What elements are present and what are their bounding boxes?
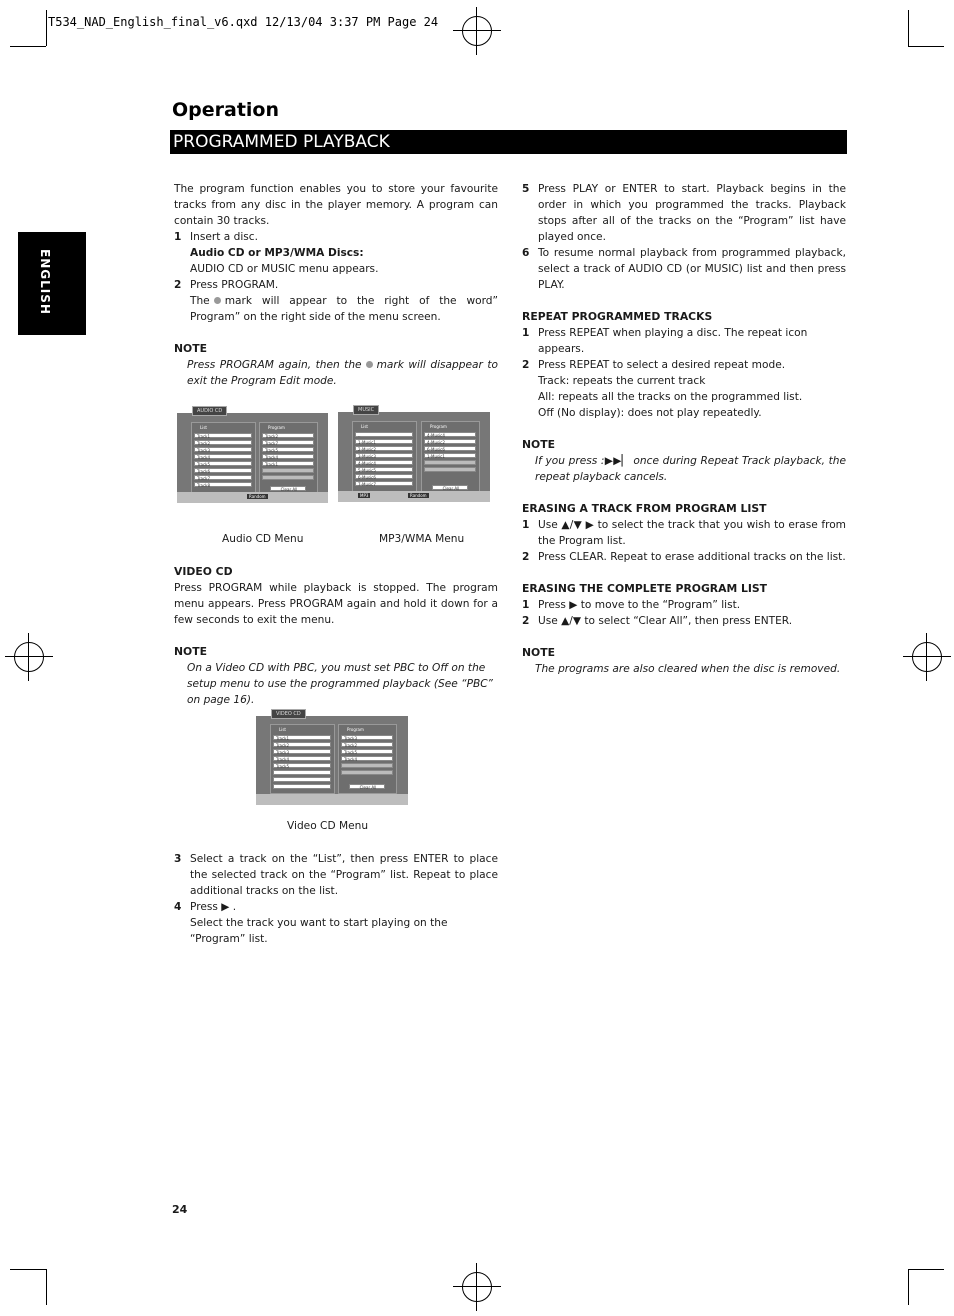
list-panel: List Track1 Track2 Track3 Track4 Track5 Track6 Track7 Track8 [191,422,256,496]
registration-mark-top [462,16,492,46]
program-panel: Program 4-Music4 4-Music2 6-Music6 1-Music1 Clear All [421,421,480,495]
repeat-step-1: 1 Press REPEAT when playing a disc. The repeat icon appears. [522,327,808,355]
step-6: 6 To resume normal playback from programmed playback, select a track of AUDIO CD (or MUSIC) list and then press PLAY. [522,247,846,291]
note-1-text: Press PROGRAM again, then the mark will disappear to exit the Program Edit mode. [187,359,498,387]
registration-mark-right [912,642,942,672]
video-cd-heading: VIDEO CD [174,565,233,578]
video-cd-text: Press PROGRAM while playback is stopped. The program menu appears. Press PROGRAM again and hold it down for a few seconds to exit the menu. [174,582,498,626]
mp3-wma-menu-screen: MUSIC List .. 1-Music1 2-Music2 3-Music3 4-Music4 5-Music5 6-Music6 7-Music7 Program 4-Music4 4-Music2 6-Music6 1-Music1 Clear All MP3 Random [338,412,490,502]
language-tab [18,232,86,335]
caption-audio-cd-menu: Audio CD Menu [222,533,304,545]
left-column-bottom [174,851,498,947]
language-tab-label: ENGLISH [38,249,52,315]
caption-mp3-menu: MP3/WMA Menu [379,533,465,545]
intro-paragraph: The program function enables you to store your favourite tracks from any disc in the player memory. A program can contain 30 tracks. [174,183,498,227]
repeat-mode-track: Track: repeats the current track [538,375,706,387]
note-3-heading: NOTE [522,438,555,451]
repeat-mode-off: Off (No display): does not play repeatedly. [538,407,762,419]
step-2: 2 Press PROGRAM. [174,279,279,291]
note-2-text: On a Video CD with PBC, you must set PBC to Off on the setup menu to use the programmed playback (See “PBC” on page 16). [187,662,493,706]
page-title-bar: PROGRAMMED PLAYBACK [170,130,847,154]
program-panel: Program Track3 Track2 Track5 Track4 Clear All [338,724,397,794]
program-panel: Program Track2 Track7 Track5 Track4 Track1 Clear All [259,422,318,496]
step-4: 4 Press ▶ . [174,901,237,913]
erase-step-1: 1 Use ▲/▼ ▶ to select the track that you wish to erase from the Program list. [522,519,846,547]
repeat-heading: REPEAT PROGRAMMED TRACKS [522,310,713,323]
note-2-heading: NOTE [174,645,207,658]
step-2-note: The mark will appear to the right of the word” Program” on the right side of the menu screen. [190,295,498,323]
step-5: 5 Press PLAY or ENTER to start. Playback begins in the order in which you programmed the tracks. Playback stops after all of the tracks on the “Program” list have played once. [522,183,846,243]
list-panel: List .. 1-Music1 2-Music2 3-Music3 4-Music4 5-Music5 6-Music6 7-Music7 [352,421,417,495]
left-column-middle [174,564,498,708]
video-cd-menu-screen [256,711,408,805]
left-column-top [174,181,498,389]
note-3-text: If you press :▶▶▏ once during Repeat Track playback, the repeat playback cancels. [535,455,846,483]
erase-all-step-2: 2 Use ▲/▼ to select “Clear All”, then press ENTER. [522,615,793,627]
step-4-detail: Select the track you want to start playing on the “Program” list. [190,917,448,945]
registration-mark-left [14,642,44,672]
repeat-mode-all: All: repeats all the tracks on the programmed list. [538,391,803,403]
screen-label: VIDEO CD [271,709,306,719]
file-slug: T534_NAD_English_final_v6.qxd 12/13/04 3:37 PM Page 24 [48,15,439,29]
step-3: 3 Select a track on the “List”, then press ENTER to place the selected track on the “Program” list. Repeat to place additional tracks on the list. [174,853,498,897]
note-1-heading: NOTE [174,342,207,355]
section-title: Operation [172,99,280,121]
caption-video-cd-menu: Video CD Menu [287,820,369,832]
screen-label: AUDIO CD [192,406,227,416]
note-4-heading: NOTE [522,646,555,659]
right-column [522,181,846,677]
step-1-sub: AUDIO CD or MUSIC menu appears. [190,263,379,275]
erase-step-2: 2 Press CLEAR. Repeat to erase additional tracks on the list. [522,551,846,563]
note-4-text: The programs are also cleared when the disc is removed. [535,663,841,675]
registration-mark-bottom [462,1272,492,1302]
page-number: 24 [172,1203,188,1216]
audio-cd-menu-screen: AUDIO CD List Track1 Track2 Track3 Track4 Track5 Track6 Track7 Track8 Program Track2 Track7 Track5 Track4 Track1 Clear All Random [177,413,328,503]
erase-all-heading: ERASING THE COMPLETE PROGRAM LIST [522,582,768,595]
step-1: 1 Insert a disc. [174,231,258,243]
program-mark-icon [366,361,373,368]
program-mark-icon [214,297,221,304]
screen-label: MUSIC [353,405,379,415]
erase-track-heading: ERASING A TRACK FROM PROGRAM LIST [522,502,767,515]
list-panel: List Track1 Track2 Track3 Track4 Track5 [270,724,335,794]
repeat-step-2: 2 Press REPEAT to select a desired repeat mode. [522,359,786,371]
erase-all-step-1: 1 Press ▶ to move to the “Program” list. [522,599,741,611]
step-1-sub-head: Audio CD or MP3/WMA Discs: [190,247,364,259]
